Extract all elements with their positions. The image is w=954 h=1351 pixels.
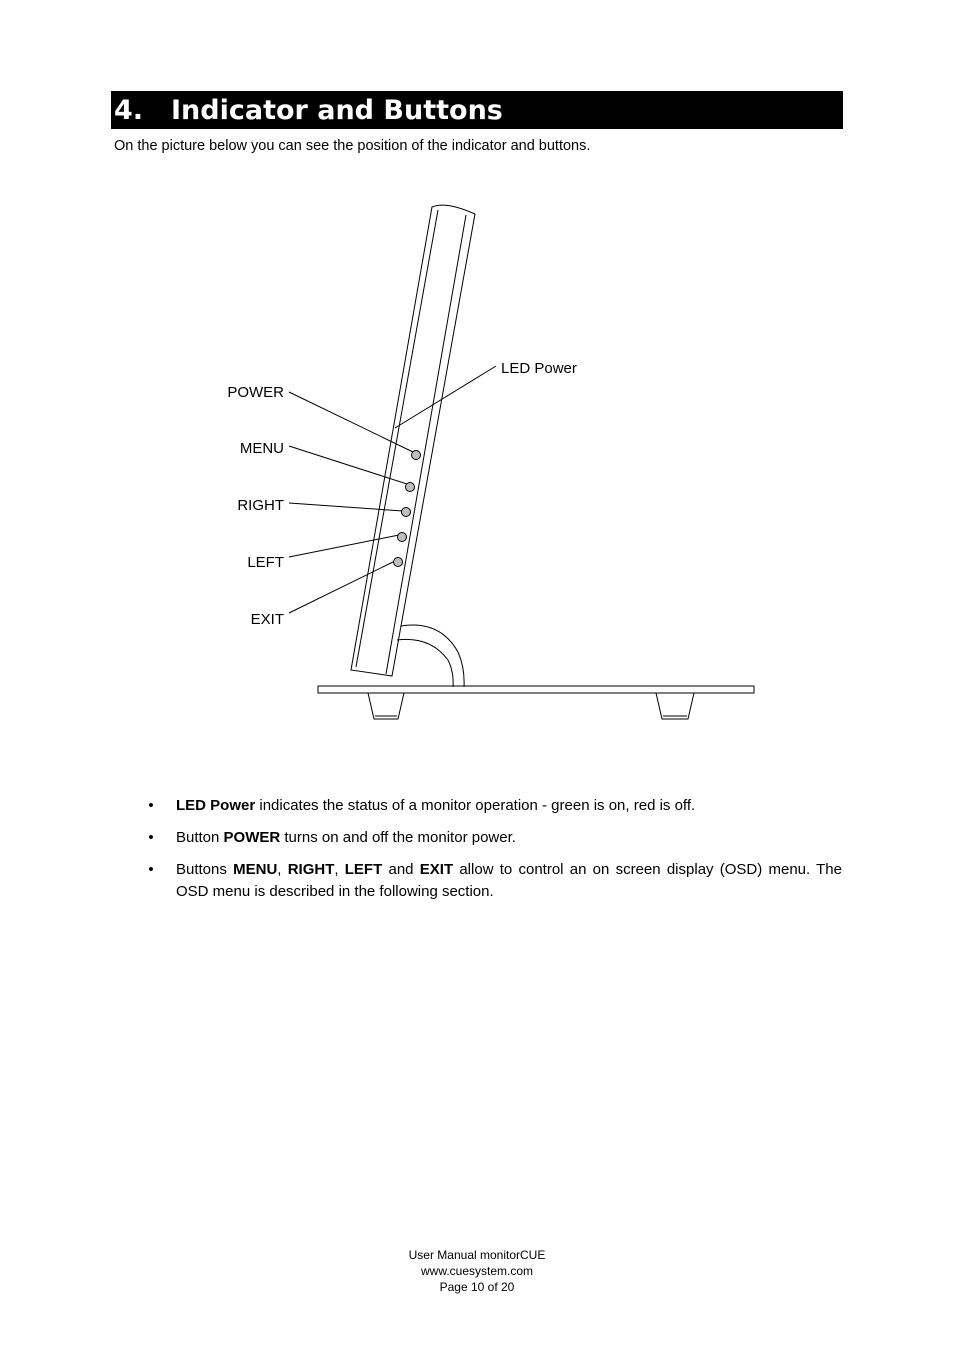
label-left: LEFT [247, 554, 284, 571]
left-button [398, 533, 407, 542]
label-power: POWER [227, 384, 284, 401]
bold-term: POWER [223, 829, 281, 846]
footer-website: www.cuesystem.com [420, 1264, 534, 1278]
monitor-stand [401, 625, 464, 687]
section-title: Indicator and Buttons [171, 94, 503, 126]
exit-button [394, 558, 403, 567]
bold-term: EXIT [419, 861, 454, 878]
bold-term: MENU [233, 861, 278, 878]
bullet-item [146, 859, 842, 903]
bullet-item [146, 827, 842, 849]
bold-term: RIGHT [287, 861, 335, 878]
footer-page-number: Page 10 of 20 [439, 1280, 515, 1294]
base-foot-front [368, 693, 404, 719]
intro-paragraph: On the picture below you can see the position of the indicator and buttons. [114, 138, 591, 154]
label-led-power: LED Power [501, 360, 577, 377]
monitor-panel-inner-edge [356, 210, 438, 667]
bold-term: LED Power [176, 797, 256, 814]
label-exit: EXIT [250, 611, 284, 628]
leader-line-left [289, 535, 399, 557]
section-number: 4. [114, 94, 144, 126]
bold-term: LEFT [344, 861, 383, 878]
bullet-list [146, 795, 842, 913]
label-menu: MENU [239, 440, 284, 457]
bullet-text: Button POWER turns on and off the monitor power. [176, 829, 516, 846]
bullet-item [146, 795, 842, 817]
bullet-symbol: • [148, 861, 154, 878]
bullet-text: LED Power indicates the status of a monitor operation - green is on, red is off. [176, 797, 696, 814]
menu-button [406, 483, 415, 492]
bullet-symbol: • [148, 829, 154, 846]
power-button [412, 451, 421, 460]
bullet-text: Buttons MENU, RIGHT, LEFT and EXIT allow to control an on screen display (OSD) menu. The OSD menu is described in the following section. [176, 861, 842, 900]
base-foot-rear [656, 693, 694, 719]
right-button [402, 508, 411, 517]
page-footer [0, 1247, 954, 1295]
base-plate [318, 686, 754, 693]
label-right: RIGHT [237, 497, 284, 514]
bullet-symbol: • [148, 797, 154, 814]
leader-line-exit [289, 561, 395, 613]
leader-line-right [289, 503, 403, 511]
monitor-panel-outline [351, 205, 475, 676]
leader-line-led-power [395, 366, 496, 428]
footer-manual-title: User Manual monitorCUE [408, 1248, 546, 1262]
monitor-stand-inner [397, 639, 453, 687]
